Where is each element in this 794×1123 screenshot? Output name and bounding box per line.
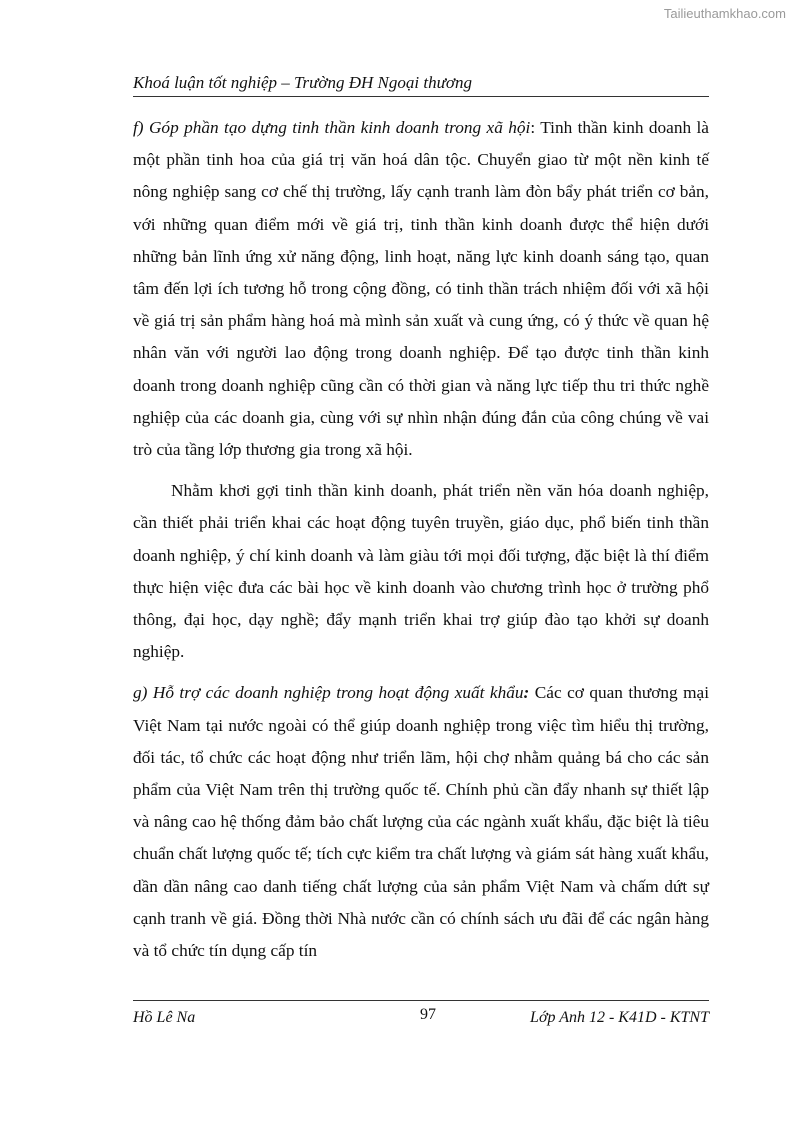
section-f-text: Tinh thần kinh doanh là một phần tinh hoa của giá trị văn hoá dân tộc. Chuyển giao từ một nền kinh tế nông nghiệp sang cơ chế thị trường, lấy cạnh tranh làm đòn bẩy phát triển cơ bản, với những quan điểm mới về giá trị, tinh thần kinh doanh được thể hiện dưới những bản lĩnh ứng xử năng động, linh hoạt, năng lực kinh doanh sáng tạo, quan tâm đến lợi ích tương hỗ trong cộng đồng, có tinh thần trách nhiệm đối với xã hội về giá trị sản phẩm hàng hoá mà mình sản xuất và cung ứng, có ý thức về quan hệ nhân văn với người lao động trong doanh nghiệp. Để tạo được tinh thần kinh doanh trong doanh nghiệp cũng cần có thời gian và năng lực tiếp thu tri thức nghề nghiệp của các doanh gia, cùng với sự nhìn nhận đúng đắn của công chúng về vai trò của tầng lớp thương gia trong xã hội. <box>133 118 709 460</box>
paragraph-f <box>133 112 709 466</box>
section-g-heading: g) Hỗ trợ các doanh nghiệp trong hoạt động xuất khẩu <box>133 683 524 703</box>
paragraph-culture <box>133 475 709 668</box>
section-g-text: Các cơ quan thương mại Việt Nam tại nước ngoài có thể giúp doanh nghiệp trong việc tìm hiểu thị trường, đối tác, tổ chức các hoạt động như triển lãm, hội chợ nhằm quảng bá cho các sản phẩm của Việt Nam trên thị trường quốc tế. Chính phủ cần đẩy nhanh sự thiết lập và nâng cao hệ thống đảm bảo chất lượng của các ngành xuất khẩu, đặc biệt là tiêu chuẩn chất lượng quốc tế; tích cực kiểm tra chất lượng và giám sát hàng xuất khẩu, dần dần nâng cao danh tiếng chất lượng của sản phẩm Việt Nam và chấm dứt sự cạnh tranh về giá. Đồng thời Nhà nước cần có chính sách ưu đãi để các ngân hàng và tổ chức tín dụng cấp tín <box>133 683 710 961</box>
page-header <box>133 72 709 97</box>
document-body <box>133 112 709 967</box>
paragraph-g <box>133 677 709 967</box>
header-title: Khoá luận tốt nghiệp – Trường ĐH Ngoại thương <box>133 73 472 92</box>
page-number: 97 <box>420 1006 436 1023</box>
paragraph-culture-text: Nhằm khơi gợi tinh thần kinh doanh, phát triển nền văn hóa doanh nghiệp, cần thiết phải triển khai các hoạt động tuyên truyền, giáo dục, phổ biến tinh thần doanh nghiệp, ý chí kinh doanh và làm giàu tới mọi đối tượng, đặc biệt là thí điểm thực hiện việc đưa các bài học về kinh doanh vào chương trình học ở trường phổ thông, đại học, dạy nghề; đẩy mạnh triển khai trợ giúp đào tạo khởi sự doanh nghiệp. <box>133 481 709 662</box>
section-f-colon: : <box>530 118 536 137</box>
page-footer <box>133 1000 709 1028</box>
watermark: Tailieuthamkhao.com <box>663 6 786 21</box>
footer-class: Lớp Anh 12 - K41D - KTNT <box>530 1009 709 1026</box>
section-f-heading: f) Góp phần tạo dựng tinh thần kinh doanh trong xã hội <box>133 118 531 137</box>
section-g-colon: : <box>523 683 530 703</box>
footer-author: Hồ Lê Na <box>133 1009 196 1026</box>
